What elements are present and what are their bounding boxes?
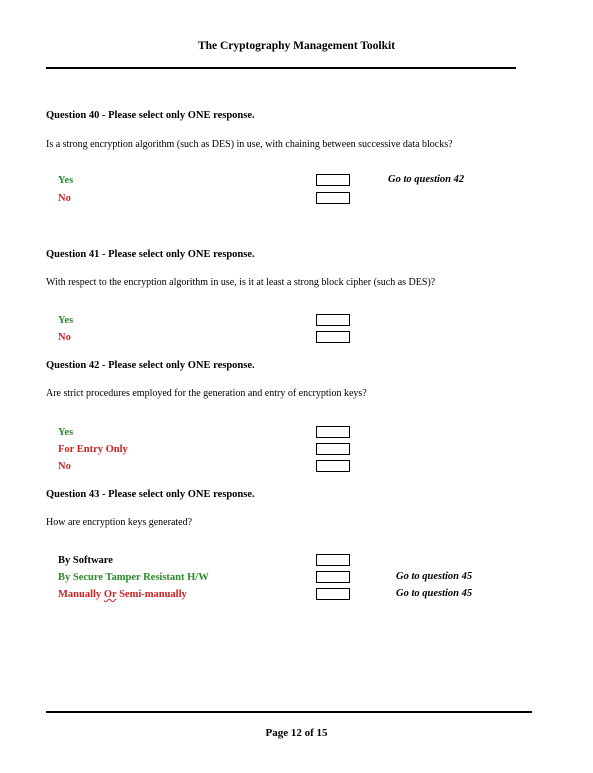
q41-option-yes-label: Yes — [58, 315, 74, 326]
q41-option-no-label: No — [58, 332, 71, 343]
q42-option-no-label: No — [58, 461, 71, 472]
q43-option-software-label: By Software — [58, 555, 113, 566]
footer-divider — [46, 711, 532, 713]
question-41-text: With respect to the encryption algorithm in use, is it at least a strong block cipher (such as DES)? — [46, 277, 436, 288]
header-divider — [46, 67, 516, 69]
q41-option-yes-checkbox[interactable] — [316, 314, 350, 326]
q43-manual-goto-note: Go to question 45 — [396, 588, 473, 599]
q42-option-no-checkbox[interactable] — [316, 460, 350, 472]
q40-option-no-label: No — [58, 193, 71, 204]
q42-option-yes-checkbox[interactable] — [316, 426, 350, 438]
q42-option-yes-label: Yes — [58, 427, 74, 438]
q42-option-for-entry-only-label: For Entry Only — [58, 444, 128, 455]
question-41-heading: Question 41 - Please select only ONE response. — [46, 249, 255, 260]
q40-yes-goto-note: Go to question 42 — [388, 174, 465, 185]
q40-option-yes-label: Yes — [58, 175, 74, 186]
question-43-heading: Question 43 - Please select only ONE response. — [46, 489, 255, 500]
q40-option-no-checkbox[interactable] — [316, 192, 350, 204]
q43-option-hw-label: By Secure Tamper Resistant H/W — [58, 572, 209, 583]
q43-manual-text-pre: Manually — [58, 589, 104, 600]
question-42-text: Are strict procedures employed for the generation and entry of encryption keys? — [46, 388, 367, 399]
q43-option-manual-checkbox[interactable] — [316, 588, 350, 600]
document-title: The Cryptography Management Toolkit — [197, 40, 396, 52]
question-40-text: Is a strong encryption algorithm (such as DES) in use, with chaining between successive data blocks? — [46, 139, 453, 150]
q43-manual-text-or: Or — [103, 589, 117, 600]
q43-option-hw-checkbox[interactable] — [316, 571, 350, 583]
q43-option-software-checkbox[interactable] — [316, 554, 350, 566]
question-40-heading: Question 40 - Please select only ONE response. — [46, 110, 255, 121]
q40-option-yes-checkbox[interactable] — [316, 174, 350, 186]
q41-option-no-checkbox[interactable] — [316, 331, 350, 343]
q43-manual-text-post: Semi-manually — [116, 589, 187, 600]
page-number: Page 12 of 15 — [265, 727, 328, 739]
question-42-heading: Question 42 - Please select only ONE response. — [46, 360, 255, 371]
question-43-text: How are encryption keys generated? — [46, 517, 193, 528]
q43-option-manual-label — [58, 589, 187, 600]
q42-option-for-entry-only-checkbox[interactable] — [316, 443, 350, 455]
q43-hw-goto-note: Go to question 45 — [396, 571, 473, 582]
